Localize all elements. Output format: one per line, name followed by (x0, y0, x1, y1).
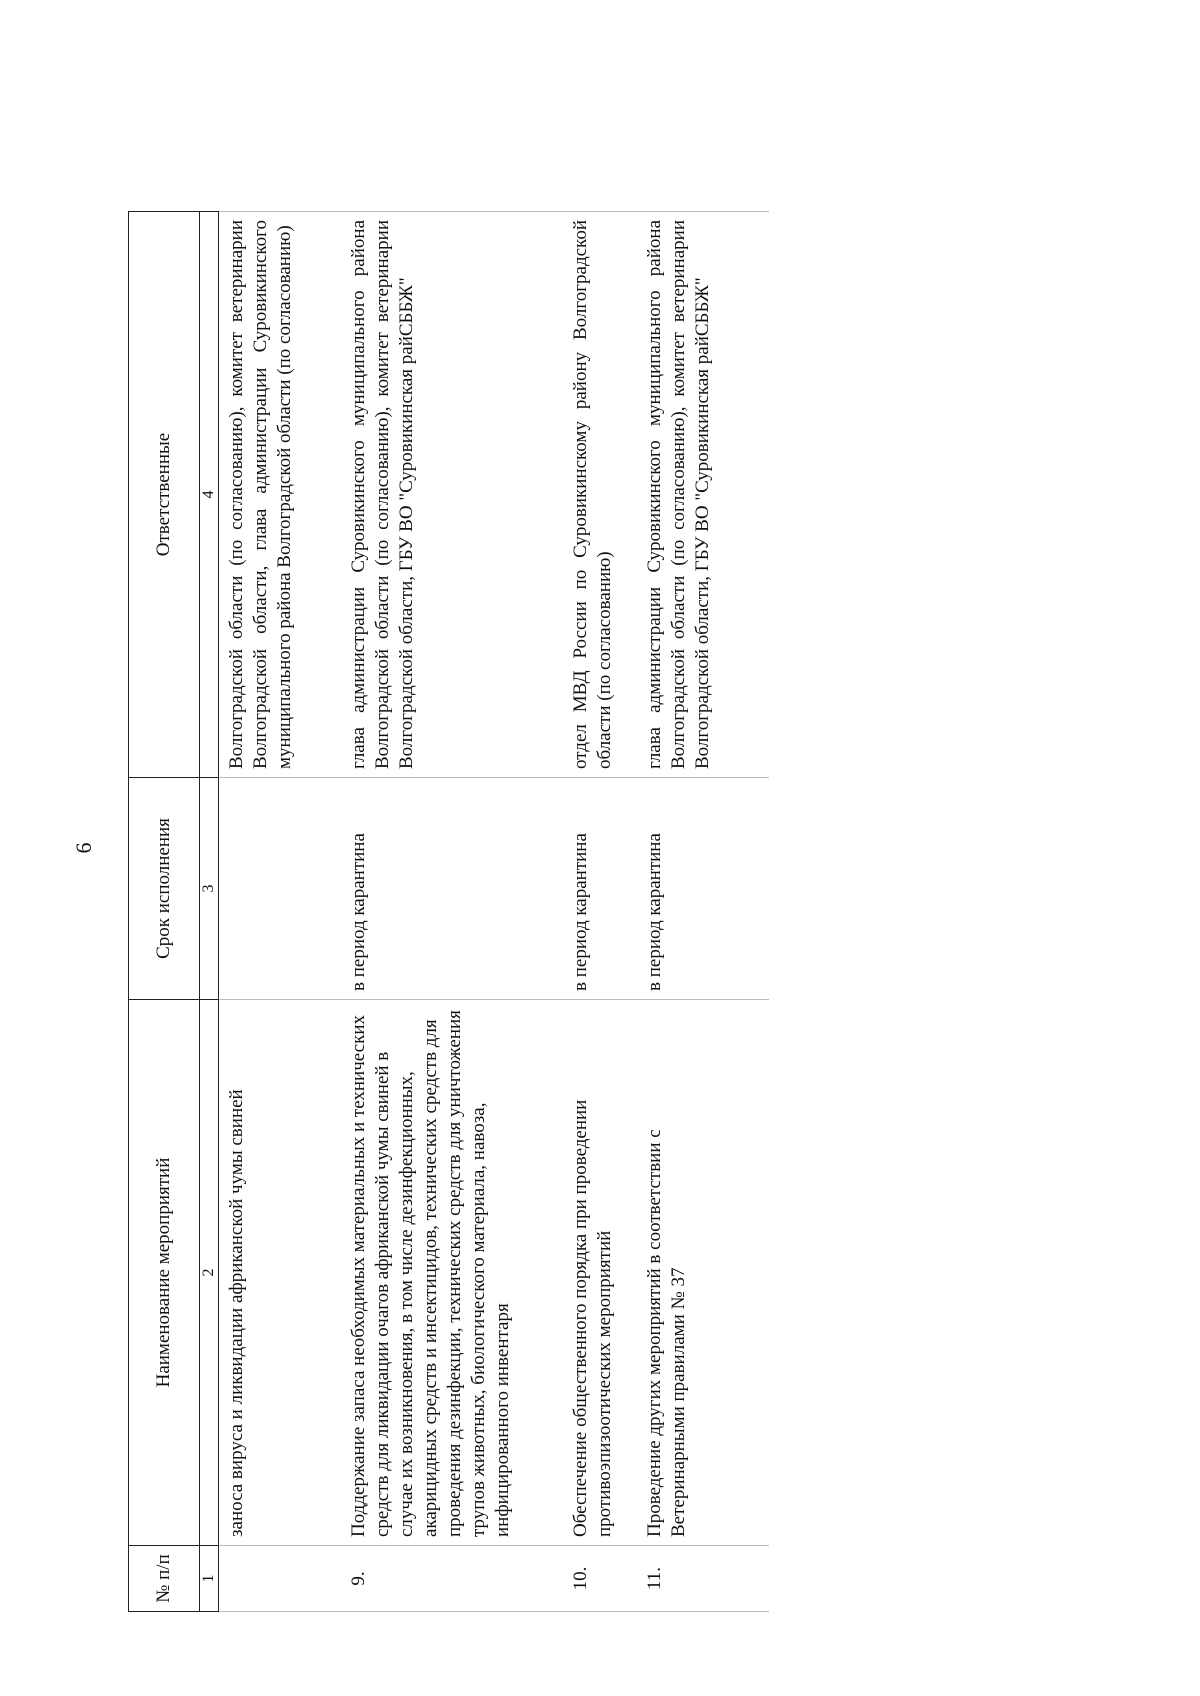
measure-name: заноса вируса и ликвидации африканской чумы свиней (219, 1000, 342, 1546)
column-number: 3 (200, 778, 219, 1000)
measure-name: Обеспечение общественного порядка при проведении противоэпизоотических мероприятий (563, 1000, 637, 1546)
measure-name: Проведение других мероприятий в соответствии с Ветеринарными правилами № 37 (637, 1000, 769, 1546)
measure-name: Поддержание запаса необходимых материальных и технических средств для ликвидации очагов африканской чумы свиней в случае их возникновения, в том числе дезинфекционных, акарицидных средств и инсектицидов, технических средств для проведения дезинфекции, технических средств для уничтожения трупов животных, биологического материала, навоза, инфицированного инвентаря (341, 1000, 563, 1546)
table-row (219, 212, 342, 1612)
deadline: в период карантина (341, 778, 563, 1000)
table-row (341, 212, 563, 1612)
responsible: глава администрации Суровикинского муниципального района Волгоградской области (по согласованию), комитет ветеринарии Волгоградской области, ГБУ ВО "Суровикинская райСББЖ" (637, 212, 769, 778)
column-number: 4 (200, 212, 219, 778)
responsible: Волгоградской области (по согласованию), комитет ветеринарии Волгоградской области, глава администрации Суровикинского муниципального района Волгоградской области (по согласованию) (219, 212, 342, 778)
column-number: 2 (200, 1000, 219, 1546)
page-number: 6 (71, 842, 96, 854)
row-number: 10. (563, 1546, 637, 1612)
rotated-page-content (128, 212, 978, 1612)
responsible: отдел МВД России по Суровикинскому району Волгоградской области (по согласованию) (563, 212, 637, 778)
deadline: в период карантина (637, 778, 769, 1000)
deadline: в период карантина (563, 778, 637, 1000)
table-header-row (129, 212, 200, 1612)
measures-table (128, 211, 769, 1612)
deadline (219, 778, 342, 1000)
header-measure-name: Наименование мероприятий (129, 1000, 200, 1546)
row-number (219, 1546, 342, 1612)
table-row (563, 212, 637, 1612)
responsible: глава администрации Суровикинского муниципального района Волгоградской области (по согласованию), комитет ветеринарии Волгоградской области, ГБУ ВО "Суровикинская райСББЖ" (341, 212, 563, 778)
header-deadline: Срок исполнения (129, 778, 200, 1000)
column-number: 1 (200, 1546, 219, 1612)
header-number: № п/п (129, 1546, 200, 1612)
column-number-row (200, 212, 219, 1612)
table-row (637, 212, 769, 1612)
header-responsible: Ответственные (129, 212, 200, 778)
row-number: 9. (341, 1546, 563, 1612)
row-number: 11. (637, 1546, 769, 1612)
